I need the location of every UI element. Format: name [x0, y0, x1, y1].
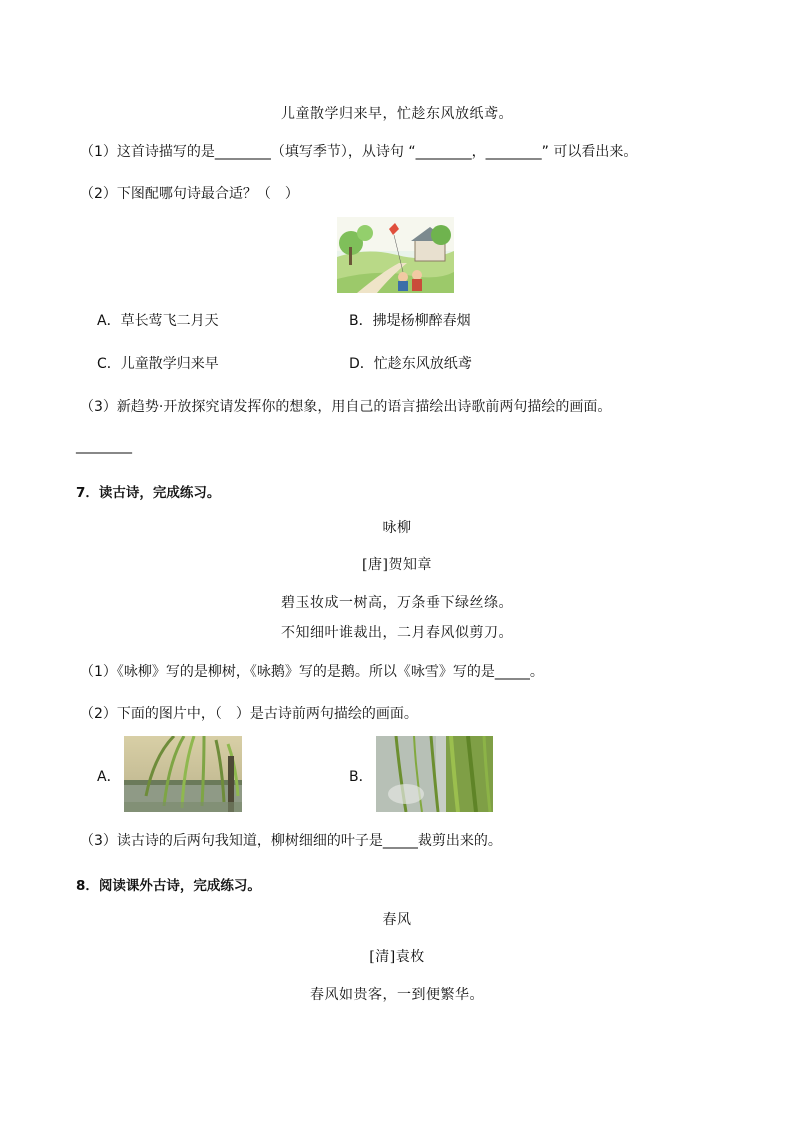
q6-sub3: （3）新趋势·开放探究请发挥你的想象，用自己的语言描绘出诗歌前两句描绘的画面。	[80, 399, 612, 415]
answer-blank: _____	[382, 833, 418, 849]
poem-line: 儿童散学归来早，忙趁东风放纸鸢。	[281, 106, 513, 122]
answer-blank: ________	[415, 144, 472, 160]
poem-title: 春风	[382, 912, 412, 928]
q7-sub3	[80, 830, 502, 850]
option-c-letter: C．	[97, 356, 121, 372]
option-c	[97, 353, 219, 373]
option-b-letter: B．	[349, 313, 373, 329]
q7-sub3-suffix: 裁剪出来的。	[417, 833, 502, 849]
poem-author: [清]袁枚	[369, 949, 425, 965]
option-d-letter: D．	[349, 356, 374, 372]
poem-line: 春风如贵客，一到便繁华。	[310, 987, 484, 1003]
option-d	[349, 353, 472, 373]
q7-sub2: （2）下面的图片中，（ ）是古诗前两句描绘的画面。	[80, 706, 418, 722]
q7-sub3-prefix: （3）读古诗的后两句我知道，柳树细细的叶子是	[80, 833, 383, 849]
option-b	[349, 310, 471, 330]
answer-blank: ________	[76, 438, 132, 454]
option-a	[97, 310, 219, 330]
q6-sub1-suffix: ” 可以看出来。	[541, 144, 638, 160]
option-b-text: 拂堤杨柳醉春烟	[372, 313, 471, 329]
poem-author: [唐]贺知章	[362, 557, 432, 573]
option-d-text: 忙趁东风放纸鸢	[373, 356, 472, 372]
children-kite-illustration	[337, 217, 454, 293]
willow-branch-photo	[376, 736, 493, 812]
pic-option-a-letter: A．	[97, 769, 121, 785]
q6-sub1-mid: （填写季节），从诗句 “	[270, 144, 416, 160]
q7-sub1	[80, 661, 544, 681]
q6-sub1	[80, 141, 637, 161]
q6-sub1-prefix: （1）这首诗描写的是	[80, 144, 215, 160]
comma: ，	[471, 144, 486, 160]
q7-heading: 7．读古诗，完成练习。	[76, 485, 221, 501]
option-c-text: 儿童散学归来早	[120, 356, 219, 372]
q7-sub1-text: （1）《咏柳》写的是柳树，《咏鹅》写的是鹅。所以《咏雪》写的是	[80, 664, 495, 680]
q6-sub2: （2）下图配哪句诗最合适？（ ）	[80, 186, 299, 202]
option-a-text: 草长莺飞二月天	[120, 313, 219, 329]
answer-blank: _____	[494, 664, 530, 680]
q8-heading: 8．阅读课外古诗，完成练习。	[76, 878, 261, 894]
option-a-letter: A．	[97, 313, 121, 329]
willow-lake-photo	[124, 736, 242, 812]
q7-sub1-end: 。	[529, 664, 544, 680]
poem-line: 碧玉妆成一树高，万条垂下绿丝绦。	[281, 595, 513, 611]
answer-blank: ________	[485, 144, 542, 160]
poem-line: 不知细叶谁裁出，二月春风似剪刀。	[281, 625, 513, 641]
answer-blank: ________	[214, 144, 271, 160]
pic-option-b-letter: B．	[349, 769, 373, 785]
poem-title: 咏柳	[382, 520, 412, 536]
